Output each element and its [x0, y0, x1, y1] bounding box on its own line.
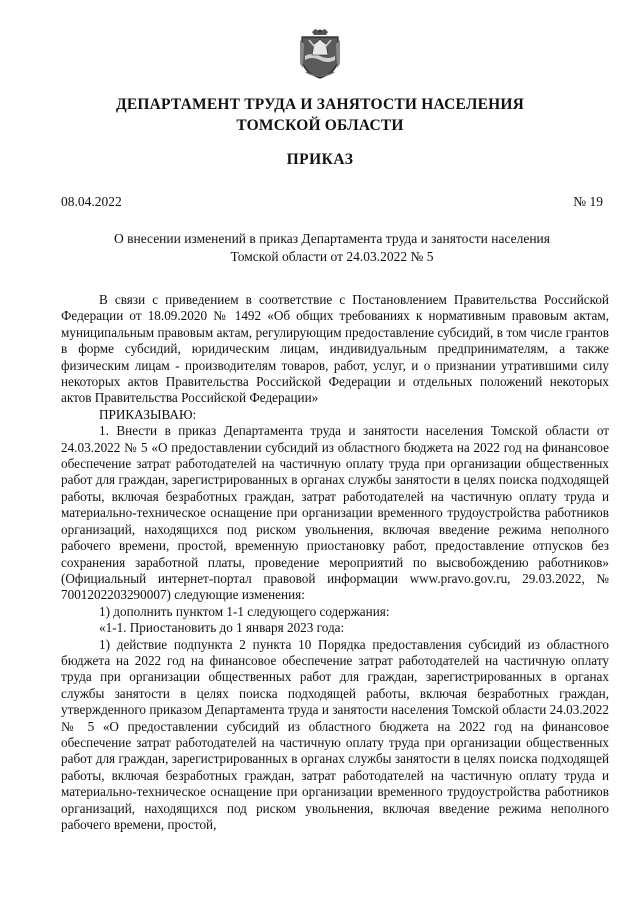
- item-1-paragraph: 1. Внести в приказ Департамента труда и занятости населения Томской области от 24.03.2022 № 5 «О предоставлении субсидий из областного бюджета на 2022 год на финансовое обеспечение затрат работодателей на частичную оплату труда при организации общественных работ для граждан, зарегистрированных в органах службы занятости в целях поиска подходящей работы, включая безработных граждан, затрат работодателей на частичную оплату труда и материально-техническое оснащение при организации временного трудоустройства работников организаций, находящихся под риском увольнения, включая введение режима неполного рабочего времени, простой, временную приостановку работ, предоставление отпусков без сохранения заработной платы, проведение мероприятий по высвобождению работников» (Официальный интернет-портал правовой информации www.pravo.gov.ru, 29.03.2022, № 7001202203290007) следующие изменения:: [61, 423, 609, 603]
- department-name-line2: ТОМСКОЙ ОБЛАСТИ: [236, 117, 404, 134]
- coat-of-arms-icon: [298, 28, 342, 80]
- document-subject: [61, 230, 603, 266]
- item-1-1-quote: «1-1. Приостановить до 1 января 2023 года:: [99, 620, 345, 636]
- subject-line1: О внесении изменений в приказ Департамента труда и занятости населения: [113, 231, 550, 246]
- document-type-title: ПРИКАЗ: [286, 151, 354, 168]
- document-date: 08.04.2022: [61, 194, 122, 209]
- item-1-1-sub1-paragraph: 1) действие подпункта 2 пункта 10 Порядка предоставления субсидий из областного бюджета на 2022 год на финансовое обеспечение затрат работодателей на частичную оплату труда при организации общественных работ для граждан, зарегистрированных в органах службы занятости в целях поиска подходящей работы, включая безработных граждан, утвержденного приказом Департамента труда и занятости населения Томской области 24.03.2022 № 5 «О предоставлении субсидий из областного бюджета на 2022 год на финансовое обеспечение затрат работодателей на частичную оплату труда при организации общественных работ для граждан, зарегистрированных в органах службы занятости в целях поиска подходящей работы, включая безработных граждан, затрат работодателей на частичную оплату труда и материально-техническое оснащение при организации временного трудоустройства работников организаций, находящихся под риском увольнения, включая введение режима неполного рабочего времени, простой,: [61, 636, 609, 832]
- subject-line2: Томской области от 24.03.2022 № 5: [230, 249, 434, 264]
- preamble-paragraph: В связи с приведением в соответствие с Постановлением Правительства Российской Федерации от 18.09.2020 № 1492 «Об общих требованиях к нормативным правовым актам, муниципальным правовым актам, регулирующим предоставление субсидий, в том числе грантов в форме субсидий, юридическим лицам, индивидуальным предпринимателям, а также физическим лицам - производителям товаров, работ, услуг, и о признании утратившими силу некоторых актов Правительства Российской Федерации и отдельных положений некоторых актов Правительства Российской Федерации»: [61, 292, 609, 406]
- order-word: ПРИКАЗЫВАЮ:: [99, 406, 197, 422]
- item-1-1-paragraph: 1) дополнить пунктом 1-1 следующего содержания:: [99, 603, 390, 619]
- department-name-line1: ДЕПАРТАМЕНТ ТРУДА И ЗАНЯТОСТИ НАСЕЛЕНИЯ: [115, 96, 525, 113]
- document-body: [61, 292, 609, 833]
- document-number: № 19: [573, 194, 603, 209]
